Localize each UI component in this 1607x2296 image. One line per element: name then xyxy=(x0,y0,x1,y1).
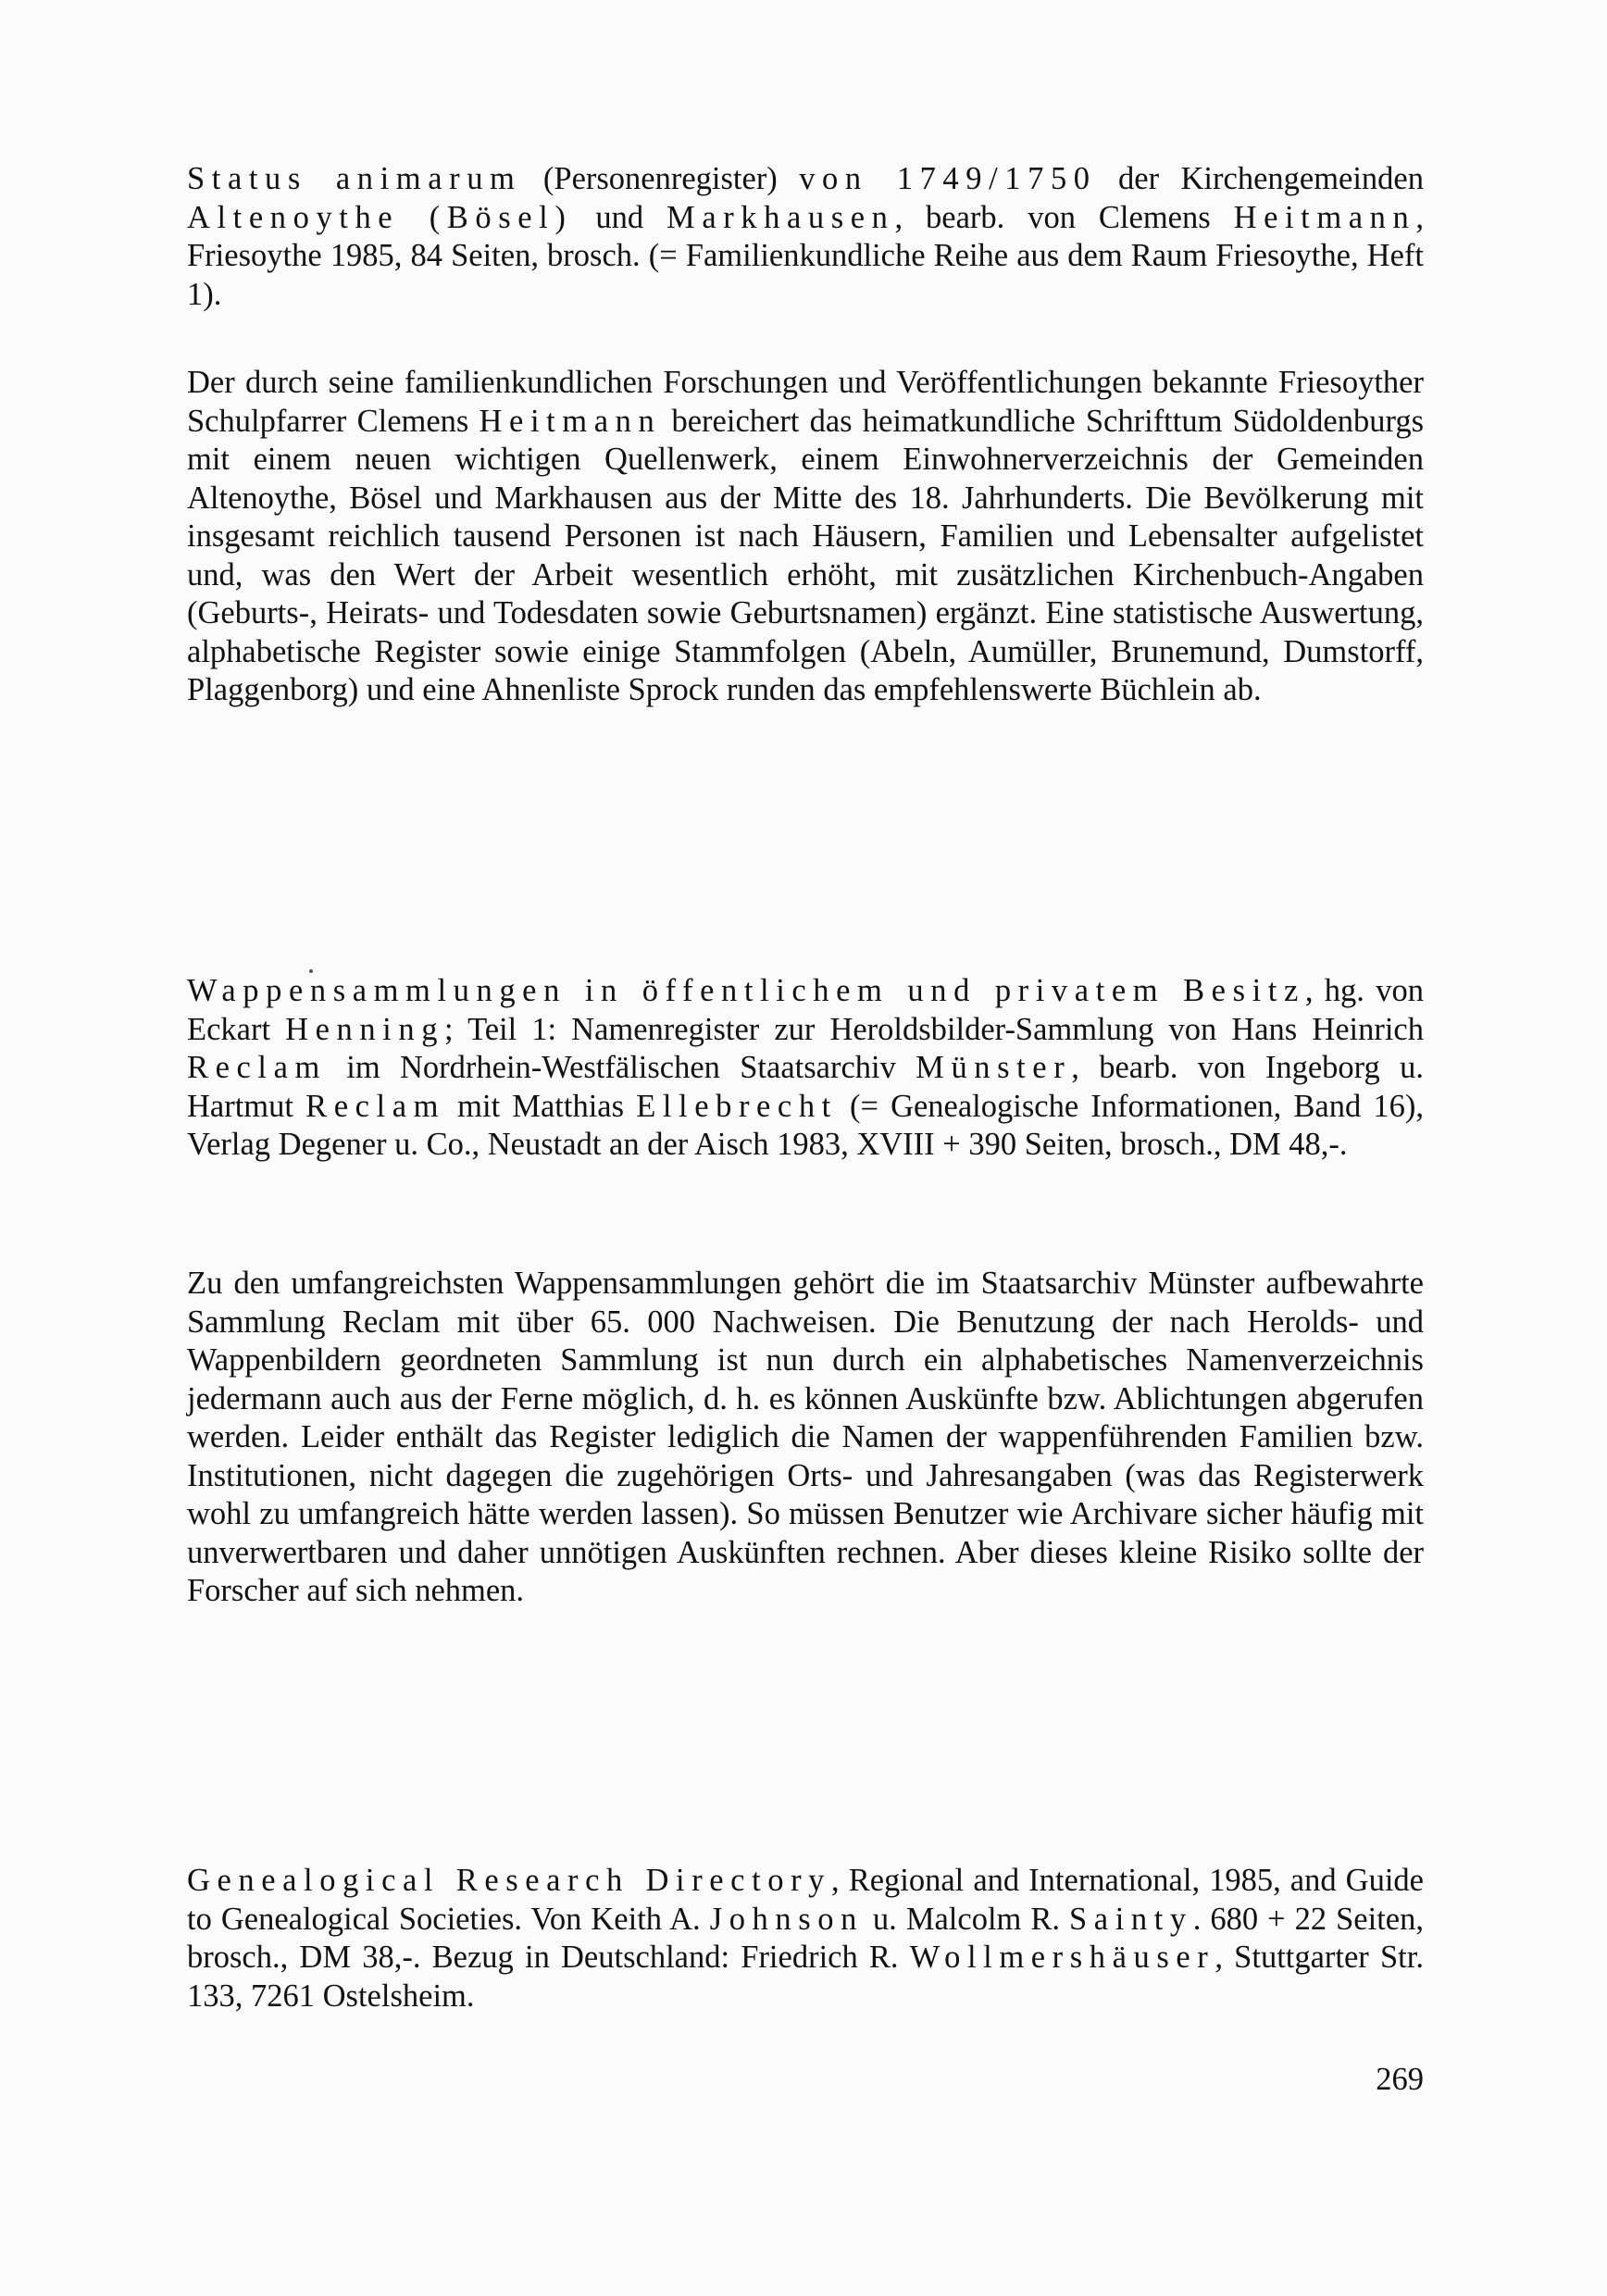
citation-paragraph xyxy=(187,972,1424,1165)
review-paragraph xyxy=(187,1265,1424,1611)
spaced-text-run: Markhausen xyxy=(666,199,895,235)
text-run: ; Teil 1: Namenregister zur Heroldsbilder-Sammlung von Hans Heinrich xyxy=(444,1011,1424,1047)
text-run: bereichert das heimatkundliche Schrifttum Südoldenburgs mit einem neuen wichtigen Quellenwerk, einem Einwohnerverzeichnis der Gemeinden Altenoythe, Bösel und Markhausen aus der Mitte des 18. Jahrhunderts. Die Bevölkerung mit insgesamt reichlich tausend Personen ist nach Häusern, Familien und Lebensalter aufgelistet und, was den Wert der Arbeit wesentlich erhöht, mit zusätzlichen Kirchenbuch-Angaben (Geburts-, Heirats- und Todesdaten sowie Geburtsnamen) ergänzt. Eine statistische Auswertung, alphabetische Register sowie einige Stammfolgen (Abeln, Aumüller, Brunemund, Dumstorff, Plaggenborg) und eine Ahnenliste Sprock runden das empfehlenswerte Büchlein ab. xyxy=(187,403,1424,707)
entry-review xyxy=(187,364,1424,710)
spaced-text-run: Sainty xyxy=(1069,1901,1193,1937)
citation-paragraph xyxy=(187,160,1424,314)
text-run: , bearb. von Clemens xyxy=(894,199,1234,235)
text-run: u. Malcolm R. xyxy=(863,1901,1070,1937)
text-run: Zu den umfangreichsten Wappensammlungen gehört die im Staatsarchiv Münster aufbewahrte Sammlung Reclam mit über 65. 000 Nachweisen. Die Benutzung der nach Herolds- und Wappenbildern geordneten Sammlung ist nun durch ein alphabetisches Namenverzeichnis jedermann auch aus der Ferne möglich, d. h. es können Auskünfte bzw. Ablichtungen abgerufen werden. Leider enthält das Register lediglich die Namen der wappenführenden Familien bzw. Institutionen, nicht dagegen die zugehörigen Orts- und Jahresangaben (was das Registerwerk wohl zu umfangreich hätte werden lassen). So müssen Benutzer wie Archivare sicher häufig mit unverwertbaren und daher unnötigen Auskünften rechnen. Aber dieses kleine Risiko sollte der Forscher auf sich nehmen. xyxy=(187,1266,1424,1608)
spaced-text-run: Genealogical Research Directory xyxy=(187,1863,832,1898)
entry-review xyxy=(187,1265,1424,1611)
text-run: , Regional and International, 1985, and Guide to Genealogical Societies. Von Keith A. xyxy=(187,1863,1424,1937)
spaced-text-run: Wappensammlungen in öffentlichem und privatem Besitz xyxy=(187,973,1305,1008)
spaced-text-run: Status animarum xyxy=(187,161,522,196)
spaced-text-run: Henning xyxy=(285,1011,445,1047)
spaced-text-run: Altenoythe (Bösel) xyxy=(187,199,573,235)
text-run: . 680 + 22 Seiten, brosch., DM 38,-. Bezug in Deutschland: Friedrich R. xyxy=(187,1901,1424,1975)
spaced-text-run: Reclam xyxy=(187,1050,327,1085)
text-run: mit Matthias xyxy=(445,1088,637,1124)
text-run: im Nordrhein-Westfälischen Staatsarchiv xyxy=(326,1050,916,1085)
spaced-text-run: Ellebrecht xyxy=(636,1088,838,1124)
text-run: der Kirchengemeinden xyxy=(1096,161,1424,196)
spaced-text-run: Münster xyxy=(916,1050,1072,1085)
text-run: Der durch seine familienkundlichen Forschungen und Veröffentlichungen bekannte Friesoyther Schulpfarrer Clemens xyxy=(187,365,1424,439)
text-run: , bearb. von Ingeborg u. Hartmut xyxy=(187,1050,1424,1124)
entry-citation xyxy=(187,1862,1424,2015)
entry-citation xyxy=(187,972,1424,1165)
text-run: , Friesoythe 1985, 84 Seiten, brosch. (= Familienkundliche Reihe aus dem Raum Friesoythe, Heft 1). xyxy=(187,199,1424,312)
text-run: , hg. von Eckart xyxy=(187,973,1425,1047)
spaced-text-run: Wollmershäuser xyxy=(909,1940,1215,1975)
text-run: und xyxy=(572,199,667,235)
spaced-text-run: Heitmann xyxy=(479,403,662,439)
text-run: , Stuttgarter Str. 133, 7261 Ostelsheim. xyxy=(187,1940,1424,2014)
review-paragraph xyxy=(187,364,1424,710)
text-run: (= Genealogische Informationen, Band 16), Verlag Degener u. Co., Neustadt an der Aisch 1983, XVIII + 390 Seiten, brosch., DM 48,-. xyxy=(187,1088,1424,1162)
spaced-text-run: Johnson xyxy=(709,1901,864,1937)
citation-paragraph xyxy=(187,1862,1424,2015)
spaced-text-run: Reclam xyxy=(305,1088,446,1124)
entry-citation xyxy=(187,160,1424,314)
text-run: (Personenregister) xyxy=(521,161,800,196)
spaced-text-run: von 1749/1750 xyxy=(799,161,1097,196)
spaced-text-run: Heitmann xyxy=(1233,199,1416,235)
page-number: 269 xyxy=(1376,2062,1424,2097)
